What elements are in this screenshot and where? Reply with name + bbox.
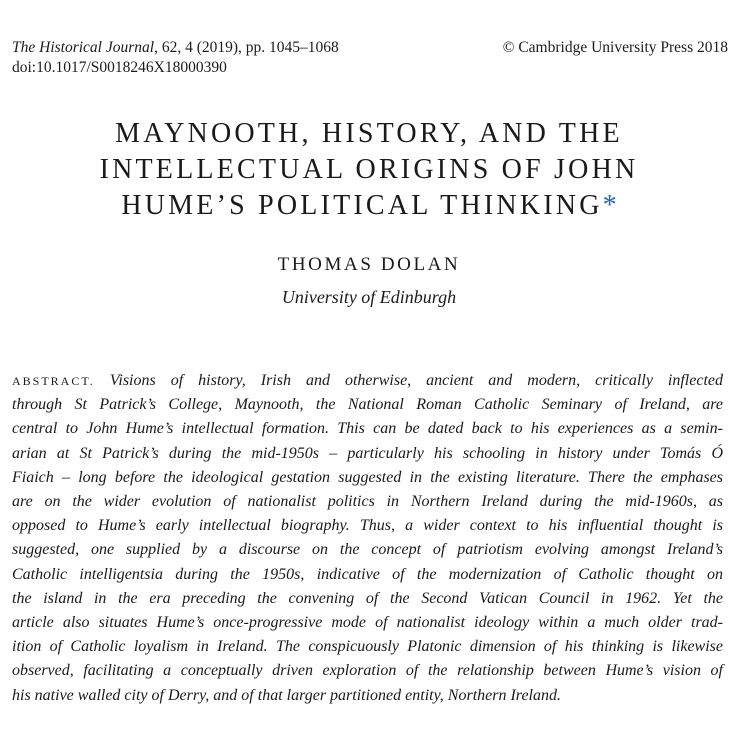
- abstract-line: opposed to Hume’s early intellectual biography. Thus, a wider context to his influential thought is: [12, 517, 723, 535]
- citation: [12, 38, 339, 58]
- title-line-3-text: HUME’S POLITICAL THINKING: [121, 190, 603, 221]
- journal-header: [12, 38, 728, 78]
- footnote-marker-link[interactable]: *: [602, 190, 617, 221]
- author-name: THOMAS DOLAN: [277, 254, 461, 275]
- journal-name: The Historical Journal: [12, 39, 155, 56]
- copyright-notice: © Cambridge University Press 2018: [502, 39, 728, 56]
- author-affiliation: University of Edinburgh: [281, 287, 457, 307]
- abstract-line: Fiaich – long before the ideological gestation suggested in the existing literature. There the emphases: [12, 468, 723, 486]
- abstract-line: the island in the era preceding the convening of the Second Vatican Council in 1962. Yet the: [12, 589, 723, 607]
- title-line-1: MAYNOOTH, HISTORY, AND THE: [115, 118, 623, 149]
- abstract-line: central to John Hume’s intellectual formation. This can be dated back to his experiences as a semin-: [12, 420, 723, 438]
- abstract-line: his native walled city of Derry, and of that larger partitioned entity, Northern Ireland.: [12, 686, 561, 704]
- abstract-line: suggested, one supplied by a discourse on the concept of patriotism evolving amongst Ireland’s: [12, 541, 723, 559]
- volume-pages: , 62, 4 (2019), pp. 1045–1068: [154, 39, 339, 56]
- abstract: [12, 369, 723, 708]
- abstract-line: [12, 369, 723, 393]
- abstract-line: article also situates Hume’s once-progressive mode of nationalist ideology within a much older trad-: [12, 614, 723, 632]
- abstract-label: ABSTRACT.: [12, 374, 95, 388]
- abstract-line-text: Visions of history, Irish and otherwise, ancient and modern, critically inflected: [109, 372, 723, 389]
- article-title: [0, 116, 738, 224]
- title-line-2: INTELLECTUAL ORIGINS OF JOHN: [99, 154, 639, 185]
- abstract-line: observed, facilitating a conceptually driven exploration of the relationship between Hume’s vision of: [12, 662, 723, 680]
- abstract-line: are on the wider evolution of nationalist politics in Northern Ireland during the mid-1960s, as: [12, 493, 723, 511]
- abstract-line: ition of Catholic loyalism in Ireland. The conspicuously Platonic dimension of his thinking is likewise: [12, 638, 723, 656]
- abstract-line: Catholic intelligentsia during the 1950s, indicative of the modernization of Catholic thought on: [12, 565, 723, 583]
- abstract-line: through St Patrick’s College, Maynooth, the National Roman Catholic Seminary of Ireland, are: [12, 396, 723, 414]
- abstract-line: arian at St Patrick’s during the mid-1950s – particularly his schooling in history under Tomás Ó: [12, 444, 723, 462]
- citation-line: [12, 38, 728, 58]
- doi: doi:10.1017/S0018246X18000390: [12, 59, 227, 76]
- title-line-3: [0, 188, 738, 224]
